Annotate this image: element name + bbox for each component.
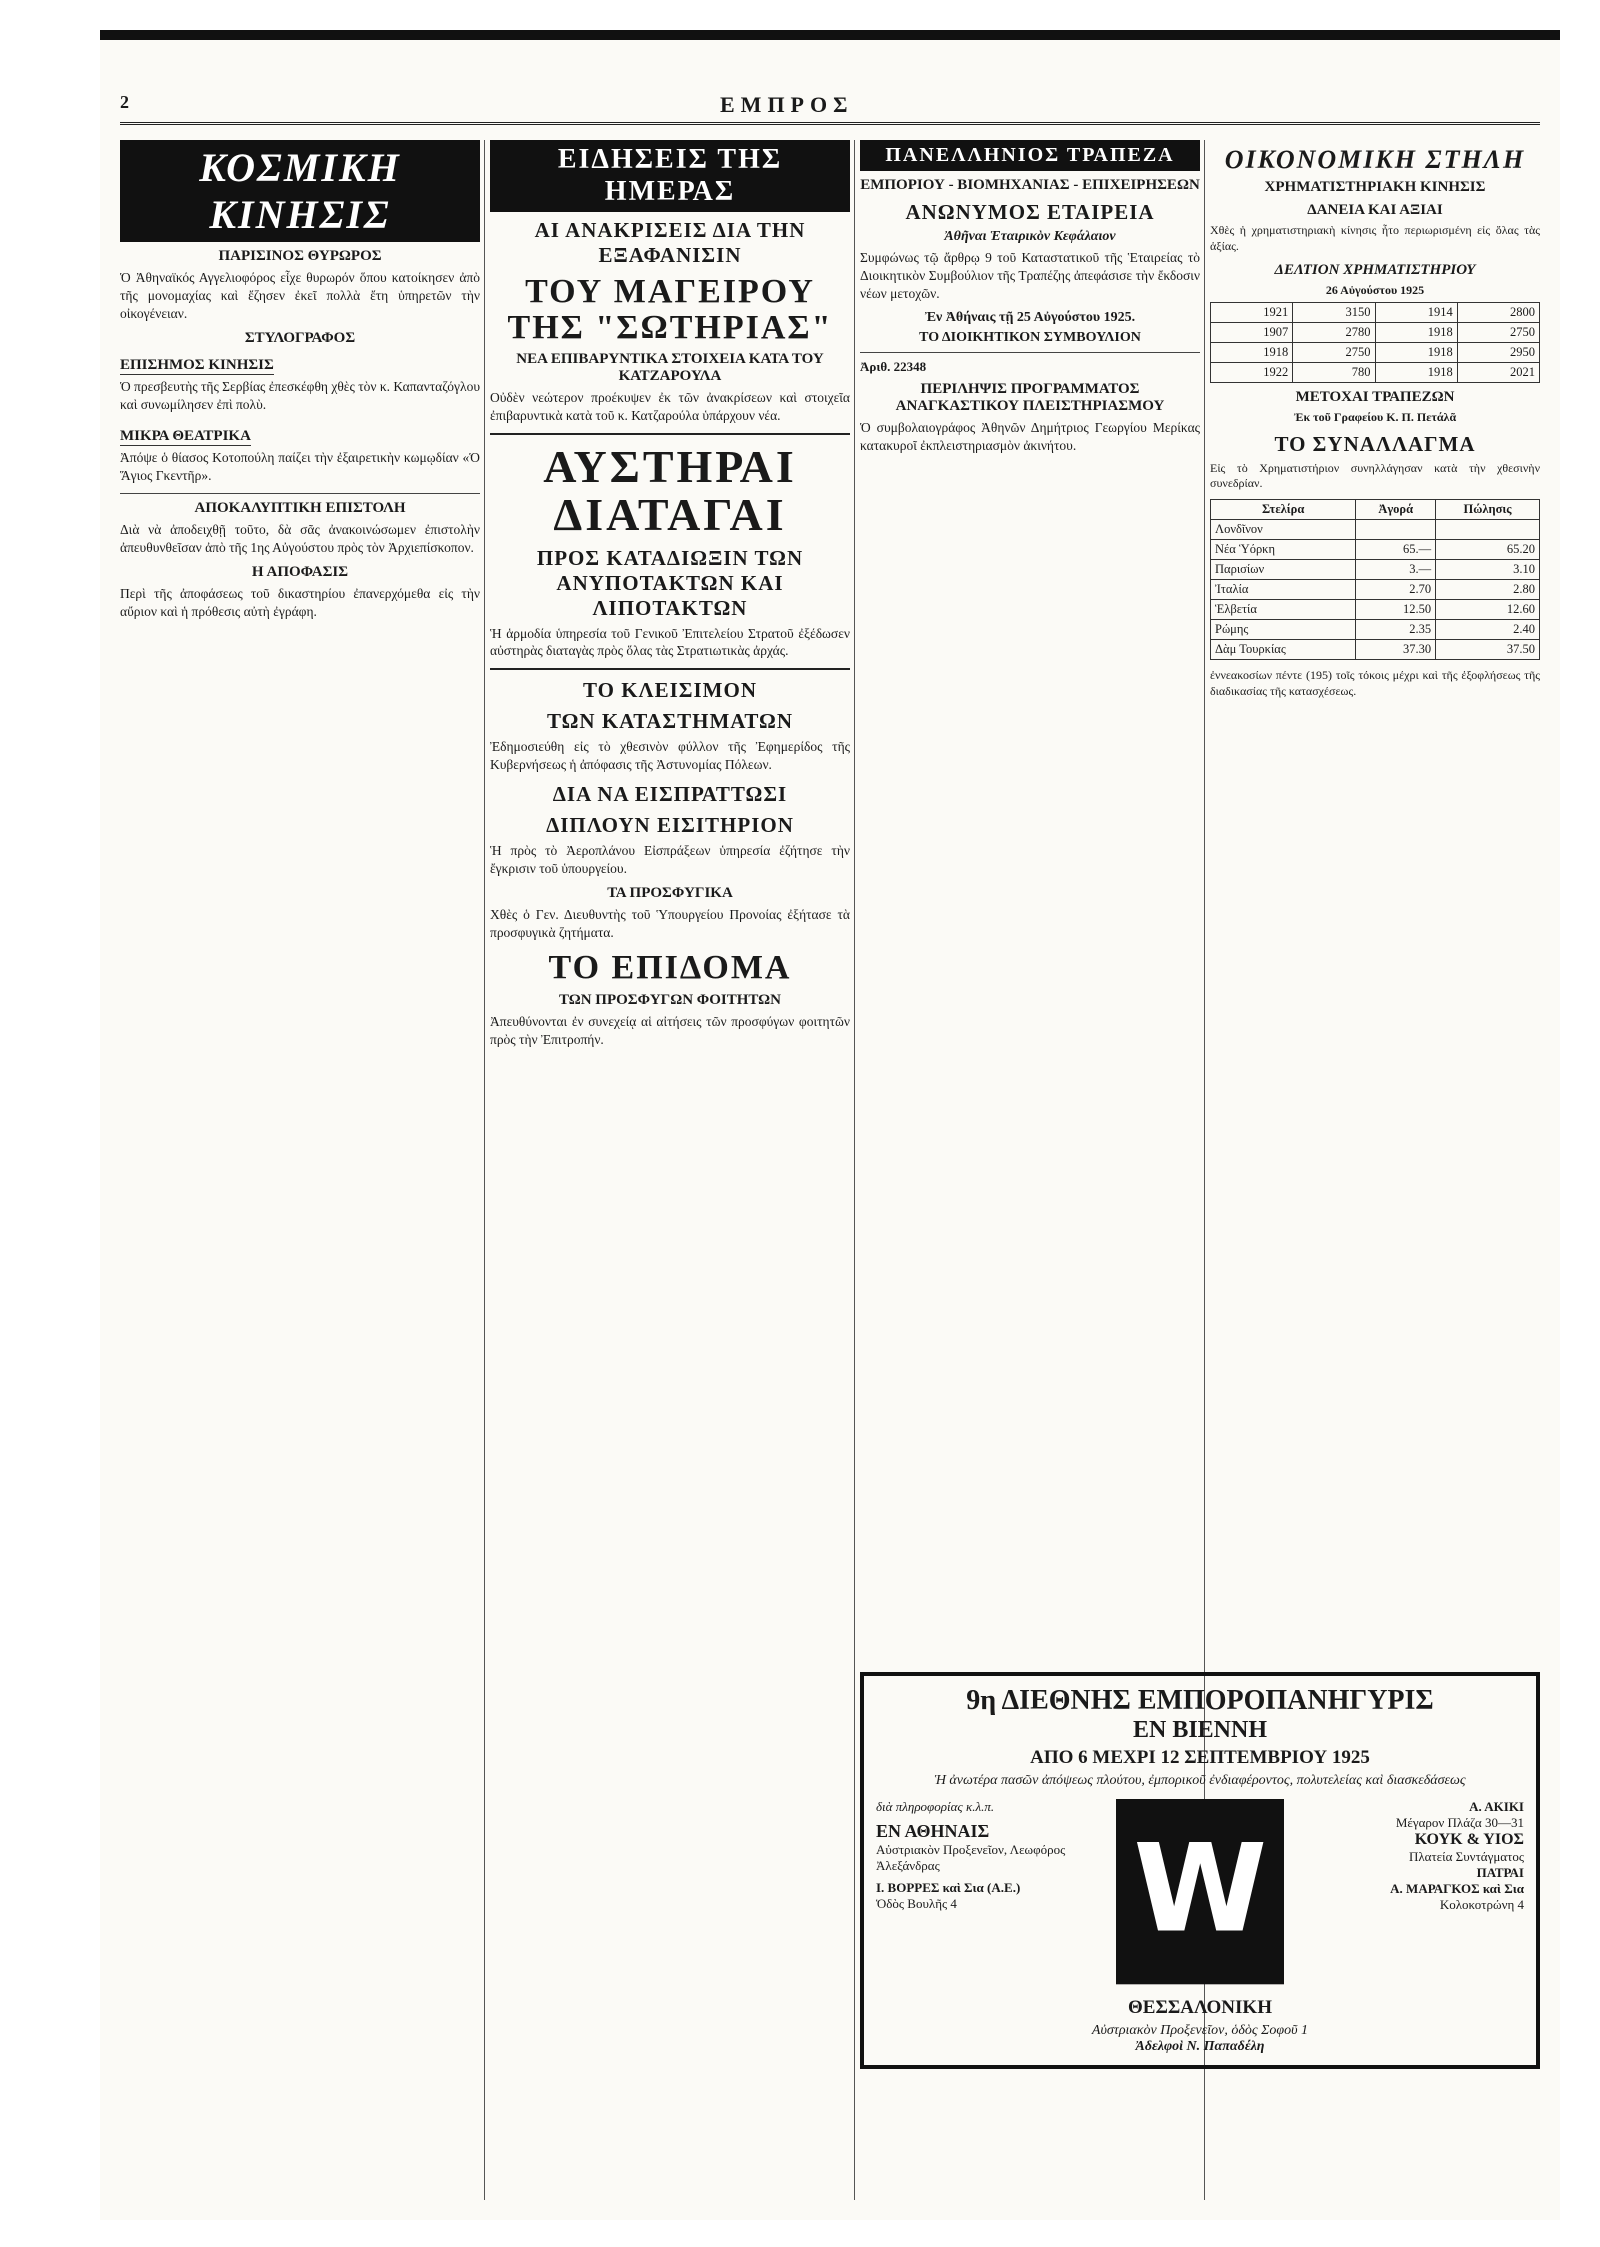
bank-capital: Ἀθῆναι Ἑταιρικὸν Κεφάλαιον bbox=[944, 229, 1116, 244]
article-text: Περὶ τῆς ἀποφάσεως τοῦ δικαστηρίου ἐπανερχόμεθα εἰς τὴν αὔριον καὶ ἡ πρόθεσις αὐτὴ ἐγράφη. bbox=[120, 586, 480, 620]
table-row bbox=[1211, 600, 1540, 620]
ad-agent: Ἀδελφοὶ Ν. Παπαδέλη bbox=[1135, 2038, 1265, 2054]
headline: ΤΟ ΕΠΙΔΟΜΑ bbox=[548, 949, 792, 987]
bank-type: ΑΝΩΝΥΜΟΣ ΕΤΑΙΡΕΙΑ bbox=[905, 200, 1155, 224]
economy-title: ΟΙΚΟΝΟΜΙΚΗ ΣΤΗΛΗ bbox=[1224, 145, 1526, 174]
page-number: 2 bbox=[120, 92, 129, 112]
table-cell: 780 bbox=[1293, 363, 1375, 383]
table-cell: 2.80 bbox=[1436, 580, 1540, 600]
ad-athens: ΕΝ ΑΘΗΝΑΙΣ bbox=[876, 1821, 990, 1842]
masthead bbox=[120, 92, 1540, 125]
article-text: Ὁ πρεσβευτὴς τῆς Σερβίας ἐπεσκέφθη χθὲς τὸν κ. Καπανταζόγλου καὶ συνωμίλησεν ἐπὶ πολὺ. bbox=[120, 379, 480, 413]
section-heading: ΣΤΥΛΟΓΡΑΦΟΣ bbox=[244, 330, 356, 347]
society-banner: ΚΟΣΜΙΚΗ ΚΙΝΗΣΙΣ bbox=[120, 140, 480, 242]
credit-line: Ἐκ τοῦ Γραφείου Κ. Π. Πετάλᾶ bbox=[1293, 410, 1457, 425]
newspaper-name: ΕΜΠΡΟΣ bbox=[720, 92, 854, 117]
fair-logo-mark: W bbox=[1133, 1817, 1267, 1960]
article-text: Χθὲς ἡ χρηματιστηριακὴ κίνησις ἦτο περιωρισμένη εἰς ὅλας τὰς ἀξίας. bbox=[1210, 223, 1540, 253]
ad-agent: Ι. ΒΟΡΡΕΣ καὶ Σια (Α.Ε.) bbox=[876, 1880, 1021, 1896]
table-cell: 12.50 bbox=[1356, 600, 1436, 620]
table-cell: Λονδῖνον bbox=[1211, 520, 1356, 540]
headline: ΤΟ ΚΛΕΙΣΙΜΟΝ bbox=[582, 678, 757, 703]
table-cell bbox=[1356, 520, 1436, 540]
table-row bbox=[1211, 580, 1540, 600]
headline: ΤΟΥ ΜΑΓΕΙΡΟΥ ΤΗΣ "ΣΩΤΗΡΙΑΣ" bbox=[507, 273, 833, 346]
ad-address: Μέγαρον Πλάζα 30—31 bbox=[1395, 1815, 1524, 1831]
ad-title: 9η ΔΙΕΘΝΗΣ ΕΜΠΟΡΟΠΑΝΗΓΥΡΙΣ bbox=[966, 1685, 1434, 1716]
section-heading: ΤΟ ΣΥΝΑΛΛΑΓΜΑ bbox=[1274, 431, 1476, 456]
notice-signature: ΤΟ ΔΙΟΙΚΗΤΙΚΟΝ ΣΥΜΒΟΥΛΙΟΝ bbox=[919, 330, 1141, 346]
section-heading: ΠΑΡΙΣΙΝΟΣ ΘΥΡΩΡΟΣ bbox=[218, 248, 382, 264]
table-cell: 65.— bbox=[1356, 540, 1436, 560]
table-cell: 2780 bbox=[1293, 323, 1375, 343]
section-heading: ΕΠΙΣΗΜΟΣ ΚΙΝΗΣΙΣ bbox=[120, 357, 274, 374]
subheadline: ΝΕΑ ΕΠΙΒΑΡΥΝΤΙΚΑ ΣΤΟΙΧΕΙΑ ΚΑΤΑ ΤΟΥ ΚΑΤΖΑΡΟΥΛΑ bbox=[516, 351, 824, 385]
headline: ΔΙΠΛΟΥΝ ΕΙΣΙΤΗΡΙΟΝ bbox=[546, 812, 794, 837]
table-header: Πώλησις bbox=[1436, 500, 1540, 520]
article-text: Ἡ πρὸς τὸ Ἀεροπλάνου Εἰσπράξεων ὑπηρεσία ἐζήτησε τὴν ἔγκρισιν τοῦ ὑπουργείου. bbox=[490, 842, 850, 876]
table-cell: 2750 bbox=[1293, 343, 1375, 363]
table-cell: 1918 bbox=[1375, 343, 1457, 363]
headline: ΤΑ ΠΡΟΣΦΥΓΙΚΑ bbox=[607, 885, 733, 902]
subheadline: ΠΡΟΣ ΚΑΤΑΔΙΩΞΙΝ ΤΩΝ ΑΝΥΠΟΤΑΚΤΩΝ ΚΑΙ ΛΙΠΟΤΑΚΤΩΝ bbox=[536, 545, 804, 620]
table-cell: 2.35 bbox=[1356, 620, 1436, 640]
table-cell: 37.50 bbox=[1436, 640, 1540, 660]
ad-info-label: διὰ πληροφορίας κ.λ.π. bbox=[876, 1799, 995, 1815]
ad-city: ΠΑΤΡΑΙ bbox=[1476, 1865, 1524, 1881]
table-cell: 12.60 bbox=[1436, 600, 1540, 620]
article-text: Ἀπόψε ὁ θίασος Κοτοπούλη παίζει τὴν ἐξαιρετικὴν κωμῳδίαν «Ὁ Ἅγιος Γκεντῆρ». bbox=[120, 450, 480, 483]
table-cell: 2750 bbox=[1457, 323, 1539, 343]
article-text: Ἀπευθύνονται ἐν συνεχείᾳ αἱ αἰτήσεις τῶν προσφύγων φοιτητῶν πρὸς τὴν Ἐπιτροπήν. bbox=[490, 1013, 850, 1047]
vienna-fair-ad bbox=[860, 1660, 1540, 2069]
table-cell: Ἑλβετία bbox=[1211, 600, 1356, 620]
headline: ΑΥΣΤΗΡΑΙ ΔΙΑΤΑΓΑΙ bbox=[543, 441, 797, 541]
table-cell: 3.10 bbox=[1436, 560, 1540, 580]
ad-address: Ὁδὸς Βουλῆς 4 bbox=[876, 1896, 957, 1912]
ad-agent: Α. ΜΑΡΑΓΚΟΣ καὶ Σια bbox=[1390, 1881, 1524, 1897]
table-cell: 2950 bbox=[1457, 343, 1539, 363]
table-row bbox=[1211, 363, 1540, 383]
exchange-table bbox=[1210, 499, 1540, 660]
notice-ref: Ἀριθ. 22348 bbox=[860, 359, 927, 375]
divider bbox=[120, 493, 480, 494]
bank-subtitle: ΕΜΠΟΡΙΟΥ - ΒΙΟΜΗΧΑΝΙΑΣ - ΕΠΙΧΕΙΡΗΣΕΩΝ bbox=[860, 177, 1200, 193]
column-society bbox=[120, 140, 480, 2200]
table-row bbox=[1211, 640, 1540, 660]
ad-agent: ΚΟΥΚ & ΥΙΟΣ bbox=[1414, 1831, 1524, 1849]
section-heading: ΑΠΟΚΑΛΥΠΤΙΚΗ ΕΠΙΣΤΟΛΗ bbox=[194, 499, 406, 516]
section-heading: ΜΙΚΡΑ ΘΕΑΤΡΙΚΑ bbox=[120, 428, 251, 445]
article-text: Χθὲς ὁ Γεν. Διευθυντὴς τοῦ Ὑπουργείου Προνοίας ἐξήτασε τὰ προσφυγικὰ ζητήματα. bbox=[490, 907, 850, 941]
bulletin-date: 26 Αὐγούστου 1925 bbox=[1325, 283, 1425, 298]
table-row bbox=[1211, 520, 1540, 540]
table-cell: 3150 bbox=[1293, 303, 1375, 323]
divider bbox=[860, 352, 1200, 353]
table-cell: 3.— bbox=[1356, 560, 1436, 580]
article-text: Ὁ Ἀθηναϊκός Αγγελιοφόρος εἶχε θυρωρόν ὅπου κατοίκησεν ἀπὸ τῆς μονομαχίας καὶ ἔζησεν ἐκεῖ πολλὰ ἔτη ὑπηρετῶν τὴν οἰκογένειαν. bbox=[120, 270, 480, 321]
section-heading: Η ΑΠΟΦΑΣΙΣ bbox=[251, 564, 349, 581]
article-text: Ὁ συμβολαιογράφος Ἀθηνῶν Δημήτριος Γεωργίου Μερίκας κατακυροῖ ἐκπλειστηριασμὸν ἀκινήτου. bbox=[860, 420, 1200, 454]
ad-address: Πλατεία Συντάγματος bbox=[1408, 1849, 1524, 1865]
article-text: Ἐδημοσιεύθη εἰς τὸ χθεσινὸν φύλλον τῆς Ἐφημερίδος τῆς Κυβερνήσεως ἡ ἀπόφασις τῆς Ἀστυνομίας Πόλεων. bbox=[490, 739, 850, 773]
table-cell: 37.30 bbox=[1356, 640, 1436, 660]
article-text: Συμφώνως τῷ ἄρθρῳ 9 τοῦ Καταστατικοῦ τῆς Ἑταιρείας τὸ Διοικητικὸν Συμβούλιον τῆς Τραπέζης ἀπεφάσισε τὴν ἔκδοσιν νέων μετοχῶν. bbox=[860, 250, 1200, 301]
article-text: Διὰ νὰ ἀποδειχθῇ τοῦτο, δὰ σᾶς ἀνακοινώσωμεν ἐπιστολὴν ἀπευθυνθεῖσαν ἀπὸ τῆς 1ης Αὐγούστου πρὸς τὸν Ἀρχιεπίσκοπον. bbox=[120, 521, 480, 555]
table-cell: Νέα Ὑόρκη bbox=[1211, 540, 1356, 560]
table-row bbox=[1211, 620, 1540, 640]
section-heading: ΔΑΝΕΙΑ ΚΑΙ ΑΞΙΑΙ bbox=[1307, 202, 1443, 219]
bank-title: ΠΑΝΕΛΛΗΝΙΟΣ ΤΡΑΠΕΖΑ bbox=[860, 140, 1200, 171]
table-cell bbox=[1436, 520, 1540, 540]
column-news bbox=[490, 140, 850, 2200]
ad-description: Ἡ ἀνωτέρα πασῶν ἀπόψεως πλούτου, ἐμπορικοῦ ἐνδιαφέροντος, πολυτελείας καὶ διασκεδάσεως bbox=[934, 1773, 1466, 1789]
headline: ΑΙ ΑΝΑΚΡΙΣΕΙΣ ΔΙΑ ΤΗΝ ΕΞΑΦΑΝΙΣΙΝ bbox=[534, 218, 806, 267]
table-cell: 65.20 bbox=[1436, 540, 1540, 560]
article-text: Εἰς τὸ Χρηματιστήριον συνηλλάγησαν κατὰ τὴν χθεσινὴν συνεδρίαν. bbox=[1210, 460, 1540, 491]
news-banner: ΕΙΔΗΣΕΙΣ ΤΗΣ ΗΜΕΡΑΣ bbox=[490, 140, 850, 212]
section-heading: ΔΕΛΤΙΟΝ ΧΡΗΜΑΤΙΣΤΗΡΙΟΥ bbox=[1274, 262, 1476, 279]
table-cell: 1918 bbox=[1211, 343, 1293, 363]
table-cell: Δὰμ Τουρκίας bbox=[1211, 640, 1356, 660]
divider bbox=[490, 668, 850, 670]
table-cell: 2.40 bbox=[1436, 620, 1540, 640]
table-row bbox=[1211, 540, 1540, 560]
table-cell: 1914 bbox=[1375, 303, 1457, 323]
table-row bbox=[1211, 560, 1540, 580]
table-cell: 1921 bbox=[1211, 303, 1293, 323]
table-cell: 1922 bbox=[1211, 363, 1293, 383]
column-rule bbox=[484, 140, 485, 2200]
ad-address: Κολοκοτρώνη 4 bbox=[1439, 1897, 1524, 1913]
economy-subtitle: ΧΡΗΜΑΤΙΣΤΗΡΙΑΚΗ ΚΙΝΗΣΙΣ bbox=[1264, 179, 1486, 196]
fair-logo bbox=[1116, 1799, 1284, 1988]
table-cell: 1918 bbox=[1375, 363, 1457, 383]
ad-address: Αὐστριακὸν Προξενεῖον, ὁδὸς Σοφοῦ 1 bbox=[1091, 2022, 1309, 2038]
article-text: Οὐδὲν νεώτερον προέκυψεν ἐκ τῶν ἀνακρίσεων καὶ στοιχεῖα ἐπιβαρυντικὰ κατὰ τοῦ κ. Κατζαρούλα ὑπάρχουν νέα. bbox=[490, 390, 850, 424]
headline: ΔΙΑ ΝΑ ΕΙΣΠΡΑΤΤΩΣΙ bbox=[552, 781, 788, 806]
ad-dates: ΑΠΟ 6 ΜΕΧΡΙ 12 ΣΕΠΤΕΜΒΡΙΟΥ 1925 bbox=[1030, 1747, 1370, 1769]
table-cell: 2800 bbox=[1457, 303, 1539, 323]
ad-title: ΕΝ ΒΙΕΝΝΗ bbox=[1132, 1716, 1268, 1743]
table-cell: 2.70 bbox=[1356, 580, 1436, 600]
bulletin-table bbox=[1210, 302, 1540, 383]
notice-date: Ἐν Ἀθήναις τῇ 25 Αὐγούστου 1925. bbox=[924, 310, 1136, 326]
article-text: ἐννεακοσίων πέντε (195) τοῖς τόκοις μέχρι καὶ τῆς ἐξοφλήσεως τῆς διαδικασίας τῆς κατασχέσεως. bbox=[1210, 668, 1540, 698]
table-cell: Παρισίων bbox=[1211, 560, 1356, 580]
notice-heading: ΠΕΡΙΛΗΨΙΣ ΠΡΟΓΡΑΜΜΑΤΟΣ ΑΝΑΓΚΑΣΤΙΚΟΥ ΠΛΕΙΣΤΗΡΙΑΣΜΟΥ bbox=[895, 381, 1165, 415]
ad-address: Αὐστριακὸν Προξενεῖον, Λεωφόρος Ἀλεξάνδρας bbox=[876, 1842, 1066, 1874]
headline: ΤΩΝ ΚΑΤΑΣΤΗΜΑΤΩΝ bbox=[546, 709, 794, 734]
table-row bbox=[1211, 303, 1540, 323]
table-row bbox=[1211, 323, 1540, 343]
table-cell: Ρώμης bbox=[1211, 620, 1356, 640]
table-cell: 2021 bbox=[1457, 363, 1539, 383]
table-cell: Ἰταλία bbox=[1211, 580, 1356, 600]
table-row bbox=[1211, 343, 1540, 363]
ad-city: ΘΕΣΣΑΛΟΝΙΚΗ bbox=[1128, 1996, 1272, 2018]
section-heading: ΜΕΤΟΧΑΙ ΤΡΑΠΕΖΩΝ bbox=[1295, 389, 1455, 406]
table-cell: 1907 bbox=[1211, 323, 1293, 343]
table-header: Στελίρα bbox=[1211, 500, 1356, 520]
divider bbox=[490, 433, 850, 435]
table-cell: 1918 bbox=[1375, 323, 1457, 343]
column-rule bbox=[854, 140, 855, 2200]
article-text: Ἡ ἁρμοδία ὑπηρεσία τοῦ Γενικοῦ Ἐπιτελείου Στρατοῦ ἐξέδωσεν αὐστηρὰς διαταγὰς πρὸς ὅλας τὰς Στρατιωτικὰς ἀρχάς. bbox=[490, 625, 850, 659]
subheadline: ΤΩΝ ΠΡΟΣΦΥΓΩΝ ΦΟΙΤΗΤΩΝ bbox=[558, 991, 782, 1008]
ad-agent: Α. ΑΚΙΚΙ bbox=[1469, 1799, 1524, 1815]
table-header: Ἀγορά bbox=[1356, 500, 1436, 520]
